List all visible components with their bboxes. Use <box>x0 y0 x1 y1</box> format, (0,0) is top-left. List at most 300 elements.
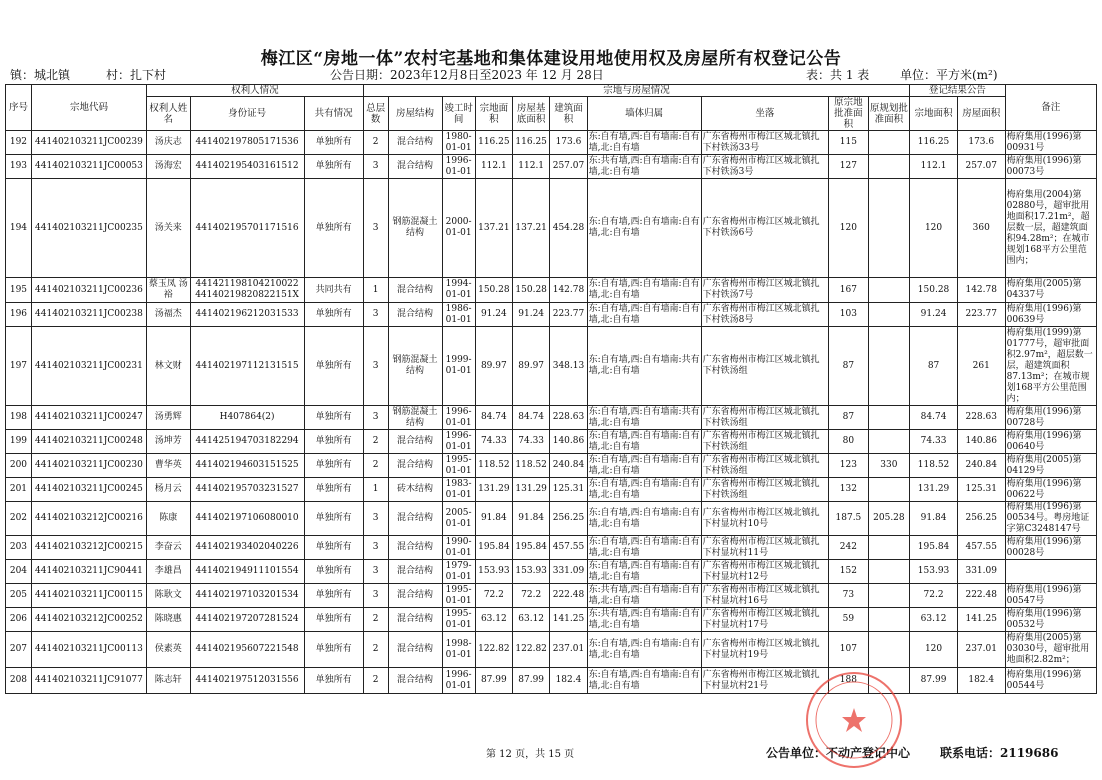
cell-code: 441402103211JC00113 <box>31 632 146 668</box>
cell-land: 131.29 <box>475 478 512 502</box>
cell-floors: 2 <box>363 131 388 155</box>
header-floors: 总层数 <box>363 97 388 131</box>
cell-build: 223.77 <box>550 303 587 327</box>
cell-plan <box>868 584 910 608</box>
cell-id: 441402194603151525 <box>190 454 304 478</box>
cell-rhouse: 331.09 <box>957 560 1005 584</box>
header-result-house: 房屋面积 <box>957 97 1005 131</box>
cell-loc: 广东省梅州市梅江区城北镇扎下村铁汤6号 <box>701 179 829 278</box>
cell-loc: 广东省梅州市梅江区城北镇扎下村铁汤7号 <box>701 278 829 303</box>
cell-code: 441402103211JC00238 <box>31 303 146 327</box>
cell-rland: 74.33 <box>910 430 958 454</box>
cell-loc: 广东省梅州市梅江区城北镇扎下村铁汤组 <box>701 478 829 502</box>
header-id: 身份证号 <box>190 97 304 131</box>
cell-floors: 1 <box>363 278 388 303</box>
cell-name: 李雄昌 <box>147 560 191 584</box>
cell-loc: 广东省梅州市梅江区城北镇扎下村显坑村12号 <box>701 560 829 584</box>
cell-land: 91.84 <box>475 502 512 536</box>
cell-share: 单独所有 <box>304 430 363 454</box>
cell-wall: 东:自有墙,西:自有墙南:自有墙,北:自有墙 <box>587 632 701 668</box>
cell-remark: 梅府集用(2005)第04337号 <box>1005 278 1096 303</box>
cell-build: 240.84 <box>550 454 587 478</box>
table-count: 表：共 1 表 <box>806 68 870 82</box>
cell-seq: 192 <box>6 131 32 155</box>
cell-base: 72.2 <box>513 584 550 608</box>
cell-rhouse: 237.01 <box>957 632 1005 668</box>
cell-share: 单独所有 <box>304 155 363 179</box>
cell-code: 441402103211JC00235 <box>31 179 146 278</box>
cell-seq: 204 <box>6 560 32 584</box>
cell-plan <box>868 632 910 668</box>
cell-floors: 3 <box>363 560 388 584</box>
cell-code: 441402103211JC00053 <box>31 155 146 179</box>
cell-code: 441402103211JC00236 <box>31 278 146 303</box>
cell-year: 1995-01-01 <box>442 584 475 608</box>
cell-wall: 东:自有墙,西:自有墙南:自有墙,北:自有墙 <box>587 668 701 694</box>
table-row <box>6 536 1097 560</box>
cell-orig: 73 <box>829 584 868 608</box>
cell-wall: 东:自有墙,西:自有墙南:自有墙,北:自有墙 <box>588 560 700 582</box>
cell-year: 2000-01-01 <box>442 179 475 278</box>
cell-land: 63.12 <box>475 608 512 632</box>
cell-year: 1995-01-01 <box>442 608 475 632</box>
cell-code: 441402103211JC00230 <box>31 454 146 478</box>
table-row <box>6 668 1097 694</box>
cell-id: 441402197512031556 <box>190 668 304 694</box>
header-land-area: 宗地面积 <box>475 97 512 131</box>
cell-orig: 132 <box>829 478 868 502</box>
cell-share: 单独所有 <box>304 668 363 694</box>
cell-base: 195.84 <box>513 536 550 560</box>
cell-structure: 混合结构 <box>388 303 442 327</box>
cell-remark: 梅府集用(2004)第02880号，超审批用地面积17.21m²，超层数一层，超建筑面积94.28m²；在城市规划168平方公里范围内； <box>1005 179 1096 278</box>
cell-structure: 混合结构 <box>388 608 442 632</box>
cell-land: 195.84 <box>475 536 512 560</box>
cell-seq: 196 <box>6 303 32 327</box>
cell-base: 116.25 <box>513 131 550 155</box>
cell-rhouse: 256.25 <box>957 502 1005 536</box>
cell-seq: 193 <box>6 155 32 179</box>
cell-wall: 东:自有墙,西:自有墙南:自有墙,北:自有墙 <box>587 502 701 536</box>
cell-structure: 钢筋混凝土结构 <box>388 406 442 430</box>
cell-loc: 广东省梅州市梅江区城北镇扎下村铁汤8号 <box>701 303 829 327</box>
cell-id: 441402197106080010 <box>190 502 304 536</box>
cell-structure: 混合结构 <box>388 454 442 478</box>
table-row <box>6 430 1097 454</box>
cell-land: 87.99 <box>475 668 512 694</box>
cell-id: 441421198104210022 44140219820822151X <box>190 278 304 303</box>
announce-unit: 公告单位：不动产登记中心 <box>766 746 911 760</box>
cell-name: 侯素英 <box>147 632 191 668</box>
cell-share: 单独所有 <box>304 502 363 536</box>
cell-code: 441402103211JC00248 <box>31 430 146 454</box>
table-row <box>6 478 1097 502</box>
cell-name: 陈耿文 <box>147 584 191 608</box>
table-row <box>6 584 1097 608</box>
cell-share: 单独所有 <box>304 327 363 406</box>
cell-remark: 梅府集用(1996)第00640号 <box>1005 430 1096 454</box>
cell-code: 441402103211JC00245 <box>31 478 146 502</box>
cell-plan: 330 <box>868 454 910 478</box>
cell-land: 84.74 <box>475 406 512 430</box>
cell-share: 单独所有 <box>304 454 363 478</box>
cell-id: 441402196212031533 <box>190 303 304 327</box>
cell-land: 89.97 <box>475 327 512 406</box>
cell-floors: 3 <box>363 584 388 608</box>
cell-plan <box>868 430 910 454</box>
cell-base: 63.12 <box>513 608 550 632</box>
cell-land: 153.93 <box>475 560 512 584</box>
cell-wall: 东:自有墙,西:自有墙南:共有墙,北:自有墙 <box>587 327 701 406</box>
cell-share: 单独所有 <box>304 608 363 632</box>
cell-seq: 208 <box>6 668 32 694</box>
cell-remark: 梅府集用(1996)第00073号 <box>1005 155 1096 179</box>
cell-plan <box>868 478 910 502</box>
table-row <box>6 303 1097 327</box>
header-owner-group: 权利人情况 <box>147 85 364 97</box>
cell-loc: 广东省梅州市梅江区城北镇扎下村铁汤组 <box>701 406 829 430</box>
cell-rhouse: 240.84 <box>957 454 1005 478</box>
table-row <box>6 632 1097 668</box>
cell-year: 1995-01-01 <box>442 454 475 478</box>
cell-year: 1996-01-01 <box>442 430 475 454</box>
cell-structure: 混合结构 <box>388 278 442 303</box>
cell-orig: 167 <box>829 278 868 303</box>
cell-orig: 87 <box>829 327 868 406</box>
cell-id: 441402193402040226 <box>190 536 304 560</box>
cell-plan <box>868 608 910 632</box>
cell-remark: 梅府集用(1996)第00931号 <box>1005 131 1096 155</box>
table-row <box>6 131 1097 155</box>
cell-year: 2005-01-01 <box>442 502 475 536</box>
cell-code: 441402103212JC00252 <box>31 608 146 632</box>
cell-rland: 87 <box>910 327 958 406</box>
cell-name: 杨月云 <box>147 478 191 502</box>
cell-id: 441402197207281524 <box>190 608 304 632</box>
cell-build: 348.13 <box>550 327 587 406</box>
table-row <box>6 278 1097 303</box>
cell-wall: 东:自有墙,西:自有墙南:自有墙,北:自有墙 <box>588 430 700 452</box>
cell-land: 112.1 <box>475 155 512 179</box>
cell-rhouse: 142.78 <box>957 278 1005 303</box>
cell-rland: 87.99 <box>910 668 958 694</box>
header-remark: 备注 <box>1005 85 1096 131</box>
header-code: 宗地代码 <box>31 85 146 131</box>
cell-structure: 混合结构 <box>388 584 442 608</box>
cell-loc: 广东省梅州市梅江区城北镇扎下村铁汤组 <box>701 327 829 406</box>
header-result-group: 登记结果公告 <box>910 85 1005 97</box>
cell-floors: 3 <box>363 179 388 278</box>
cell-id: 441425194703182294 <box>190 430 304 454</box>
cell-code: 441402103211JC00239 <box>31 131 146 155</box>
cell-structure: 混合结构 <box>388 632 442 668</box>
cell-share: 共同共有 <box>304 278 363 303</box>
cell-name: 陈志轩 <box>147 668 191 694</box>
table-row <box>6 406 1097 430</box>
cell-rland: 112.1 <box>910 155 958 179</box>
cell-remark: 梅府集用(1996)第00532号 <box>1005 608 1096 632</box>
cell-loc: 广东省梅州市梅江区城北镇扎下村铁汤33号 <box>701 131 829 155</box>
cell-structure: 混合结构 <box>388 668 442 694</box>
cell-land: 118.52 <box>475 454 512 478</box>
cell-base: 87.99 <box>513 668 550 694</box>
cell-land: 116.25 <box>475 131 512 155</box>
cell-year: 1983-01-01 <box>442 478 475 502</box>
cell-orig: 80 <box>829 430 868 454</box>
table-body <box>6 131 1097 694</box>
cell-orig: 188 <box>829 668 868 694</box>
header-seq: 序号 <box>6 85 32 131</box>
cell-share: 单独所有 <box>304 303 363 327</box>
cell-orig: 127 <box>829 155 868 179</box>
cell-id: 441402195703231527 <box>190 478 304 502</box>
cell-rland: 195.84 <box>910 536 958 560</box>
cell-code: 441402103211JC90441 <box>31 560 146 584</box>
cell-year: 1994-01-01 <box>442 278 475 303</box>
cell-id: 441402194911101554 <box>190 560 304 584</box>
cell-floors: 3 <box>363 303 388 327</box>
cell-name: 汤勇辉 <box>147 406 191 430</box>
cell-share: 单独所有 <box>304 584 363 608</box>
registry-table <box>5 84 1097 694</box>
table-row <box>6 155 1097 179</box>
cell-seq: 201 <box>6 478 32 502</box>
cell-rland: 63.12 <box>910 608 958 632</box>
cell-floors: 3 <box>363 327 388 406</box>
header-orig-area: 原宗地批准面积 <box>829 97 868 131</box>
cell-build: 222.48 <box>550 584 587 608</box>
header-year: 竣工时间 <box>442 97 475 131</box>
header-land-group: 宗地与房屋情况 <box>363 85 909 97</box>
cell-plan <box>868 303 910 327</box>
header-result-land: 宗地面积 <box>910 97 958 131</box>
cell-wall: 东:共有墙,西:自有墙南:自有墙,北:自有墙 <box>588 155 700 177</box>
cell-seq: 199 <box>6 430 32 454</box>
cell-rland: 150.28 <box>910 278 958 303</box>
unit-label: 单位：平方米(m²) <box>900 68 998 82</box>
cell-remark: 梅府集用(1996)第00728号 <box>1005 406 1096 430</box>
cell-base: 122.82 <box>513 632 550 668</box>
cell-name: 汤海宏 <box>147 155 191 179</box>
page-title: 梅江区“房地一体”农村宅基地和集体建设用地使用权及房屋所有权登记公告 <box>260 49 842 69</box>
cell-rland: 116.25 <box>910 131 958 155</box>
cell-land: 137.21 <box>475 179 512 278</box>
cell-orig: 120 <box>829 179 868 278</box>
cell-rhouse: 223.77 <box>957 303 1005 327</box>
cell-name: 蔡玉凤 汤裕 <box>147 278 191 303</box>
cell-loc: 广东省梅州市梅江区城北镇扎下村显坑村16号 <box>701 584 829 608</box>
official-seal-stamp <box>806 672 902 768</box>
cell-name: 陈康 <box>147 502 191 536</box>
cell-floors: 1 <box>363 478 388 502</box>
cell-base: 84.74 <box>513 406 550 430</box>
cell-loc: 广东省梅州市梅江区城北镇扎下村铁汤组 <box>701 454 829 478</box>
cell-name: 李奋云 <box>147 536 191 560</box>
cell-loc: 广东省梅州市梅江区城北镇扎下村显坑村21号 <box>701 668 829 694</box>
cell-share: 单独所有 <box>304 478 363 502</box>
header-base-area: 房屋基底面积 <box>513 97 550 131</box>
cell-plan <box>868 536 910 560</box>
cell-wall: 东:自有墙,西:自有墙南:共有墙,北:自有墙 <box>588 406 700 428</box>
cell-year: 1996-01-01 <box>442 668 475 694</box>
announce-date: 公告日期：2023年12月8日至2023 年 12 月 28日 <box>330 68 604 82</box>
cell-build: 256.25 <box>550 502 587 536</box>
cell-structure: 混合结构 <box>388 430 442 454</box>
cell-orig: 123 <box>829 454 868 478</box>
cell-code: 441402103212JC00216 <box>31 502 146 536</box>
cell-id: 441402195403161512 <box>190 155 304 179</box>
cell-year: 1990-01-01 <box>442 536 475 560</box>
cell-plan <box>868 278 910 303</box>
cell-structure: 混合结构 <box>388 536 442 560</box>
cell-remark: 梅府集用(1999)第01777号，超审批面积2.97m²，超层数一层，超建筑面积87.13m²；在城市规划168平方公里范围内； <box>1005 327 1096 406</box>
cell-wall: 东:自有墙,西:自有墙南:自有墙,北:自有墙 <box>588 131 700 153</box>
cell-wall: 东:自有墙,西:自有墙南:自有墙,北:自有墙 <box>587 179 701 278</box>
cell-remark: 梅府集用(1996)第00544号 <box>1005 668 1096 694</box>
cell-build: 182.4 <box>550 668 587 694</box>
header-structure: 房屋结构 <box>388 97 442 131</box>
cell-floors: 2 <box>363 608 388 632</box>
cell-name: 曹华英 <box>147 454 191 478</box>
cell-base: 150.28 <box>513 278 550 303</box>
cell-rhouse: 228.63 <box>957 406 1005 430</box>
cell-orig: 242 <box>829 536 868 560</box>
cell-code: 441402103211JC00115 <box>31 584 146 608</box>
cell-rhouse: 125.31 <box>957 478 1005 502</box>
town-label: 镇：城北镇 <box>10 68 71 82</box>
cell-rland: 131.29 <box>910 478 958 502</box>
cell-structure: 混合结构 <box>388 502 442 536</box>
cell-seq: 198 <box>6 406 32 430</box>
cell-seq: 205 <box>6 584 32 608</box>
cell-rland: 91.24 <box>910 303 958 327</box>
cell-plan <box>868 131 910 155</box>
cell-base: 118.52 <box>513 454 550 478</box>
cell-seq: 207 <box>6 632 32 668</box>
cell-plan <box>868 155 910 179</box>
cell-code: 441402103212JC00215 <box>31 536 146 560</box>
cell-orig: 187.5 <box>829 502 868 536</box>
cell-rland: 153.93 <box>910 560 958 584</box>
cell-rhouse: 173.6 <box>957 131 1005 155</box>
cell-seq: 195 <box>6 278 32 303</box>
cell-wall: 东:自有墙,西:自有墙南:自有墙,北:自有墙 <box>588 303 700 325</box>
cell-rhouse: 140.86 <box>957 430 1005 454</box>
cell-build: 141.25 <box>550 608 587 632</box>
cell-year: 1979-01-01 <box>442 560 475 584</box>
table-row <box>6 327 1097 406</box>
cell-floors: 2 <box>363 454 388 478</box>
cell-code: 441402103211JC00247 <box>31 406 146 430</box>
cell-orig: 107 <box>829 632 868 668</box>
cell-loc: 广东省梅州市梅江区城北镇扎下村显坑村11号 <box>701 536 829 560</box>
contact-phone: 联系电话：2119686 <box>940 746 1059 760</box>
cell-rhouse: 141.25 <box>957 608 1005 632</box>
cell-remark: 梅府集用(1996)第00622号 <box>1005 478 1096 502</box>
cell-structure: 钢筋混凝土结构 <box>388 179 442 278</box>
cell-year: 1998-01-01 <box>442 632 475 668</box>
cell-build: 142.78 <box>550 278 587 303</box>
cell-id: H407864(2) <box>190 406 304 430</box>
cell-orig: 103 <box>829 303 868 327</box>
cell-land: 74.33 <box>475 430 512 454</box>
table-row <box>6 560 1097 584</box>
cell-base: 137.21 <box>513 179 550 278</box>
cell-rland: 84.74 <box>910 406 958 430</box>
cell-loc: 广东省梅州市梅江区城北镇扎下村显坑村10号 <box>701 502 829 536</box>
cell-orig: 87 <box>829 406 868 430</box>
cell-rland: 91.84 <box>910 502 958 536</box>
cell-land: 72.2 <box>475 584 512 608</box>
cell-loc: 广东省梅州市梅江区城北镇扎下村显坑村17号 <box>701 608 829 632</box>
cell-remark: 梅府集用(1996)第00639号 <box>1005 303 1096 327</box>
cell-year: 1996-01-01 <box>442 406 475 430</box>
cell-name: 汤坤芳 <box>147 430 191 454</box>
cell-build: 140.86 <box>550 430 587 454</box>
cell-floors: 3 <box>363 502 388 536</box>
village-label: 村：扎下村 <box>106 68 167 82</box>
cell-build: 454.28 <box>550 179 587 278</box>
cell-floors: 3 <box>363 155 388 179</box>
cell-structure: 混合结构 <box>388 131 442 155</box>
header-wall: 墙体归属 <box>587 97 701 131</box>
cell-year: 1996-01-01 <box>442 155 475 179</box>
cell-id: 441402197805171536 <box>190 131 304 155</box>
cell-year: 1999-01-01 <box>442 327 475 406</box>
cell-code: 441402103211JC91077 <box>31 668 146 694</box>
cell-floors: 3 <box>363 536 388 560</box>
page-number: 第 12 页，共 15 页 <box>486 749 575 760</box>
cell-seq: 206 <box>6 608 32 632</box>
cell-seq: 202 <box>6 502 32 536</box>
cell-land: 150.28 <box>475 278 512 303</box>
cell-wall: 东:共有墙,西:自有墙南:自有墙,北:自有墙 <box>588 584 700 606</box>
cell-id: 441402197112131515 <box>190 327 304 406</box>
cell-rhouse: 457.55 <box>957 536 1005 560</box>
seal-star-icon <box>808 674 900 766</box>
header-location: 坐落 <box>701 97 829 131</box>
table-row <box>6 502 1097 536</box>
cell-share: 单独所有 <box>304 560 363 584</box>
cell-base: 91.24 <box>513 303 550 327</box>
cell-id: 441402197103201534 <box>190 584 304 608</box>
cell-base: 112.1 <box>513 155 550 179</box>
cell-plan <box>868 179 910 278</box>
cell-loc: 广东省梅州市梅江区城北镇扎下村铁汤3号 <box>701 155 829 179</box>
cell-orig: 152 <box>829 560 868 584</box>
cell-code: 441402103211JC00231 <box>31 327 146 406</box>
cell-floors: 2 <box>363 430 388 454</box>
cell-land: 122.82 <box>475 632 512 668</box>
header-build-area: 建筑面积 <box>550 97 587 131</box>
cell-base: 131.29 <box>513 478 550 502</box>
cell-rhouse: 222.48 <box>957 584 1005 608</box>
cell-base: 74.33 <box>513 430 550 454</box>
cell-name: 汤福杰 <box>147 303 191 327</box>
cell-year: 1980-01-01 <box>442 131 475 155</box>
cell-floors: 2 <box>363 668 388 694</box>
cell-rland: 120 <box>910 179 958 278</box>
cell-rhouse: 182.4 <box>957 668 1005 694</box>
cell-wall: 东:自有墙,西:自有墙南:自有墙,北:自有墙 <box>587 278 701 303</box>
cell-base: 153.93 <box>513 560 550 584</box>
cell-build: 331.09 <box>550 560 587 584</box>
cell-name: 陈晓惠 <box>147 608 191 632</box>
cell-seq: 197 <box>6 327 32 406</box>
cell-plan <box>868 560 910 584</box>
header-plan-area: 原规划批准面积 <box>868 97 910 131</box>
cell-year: 1986-01-01 <box>442 303 475 327</box>
